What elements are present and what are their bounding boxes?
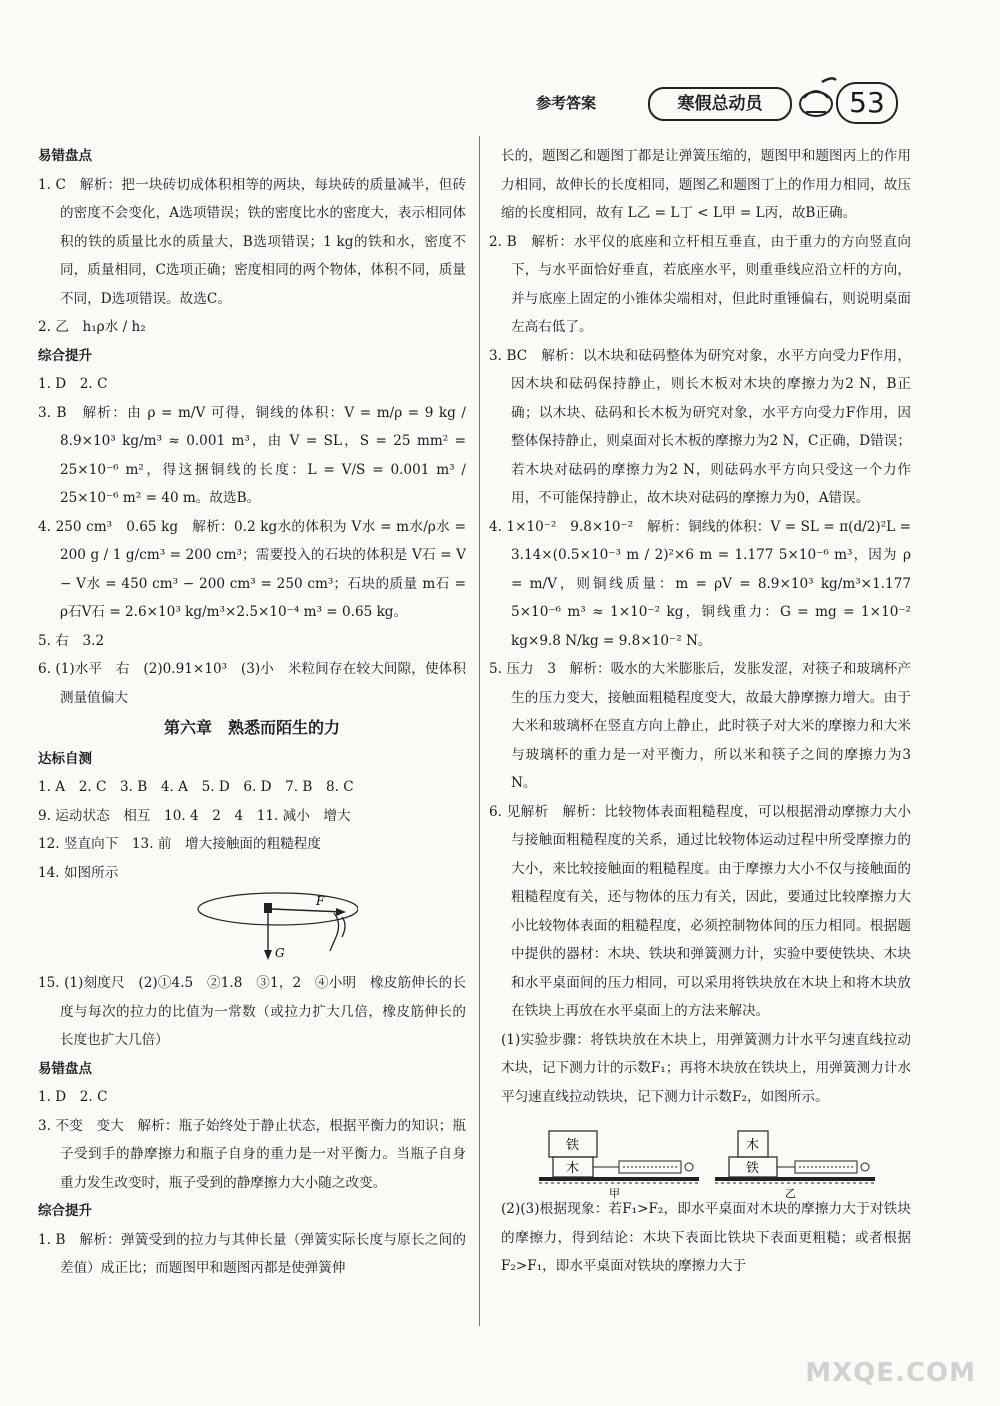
answer-item: (2)(3)根据现象：若F₁>F₂，即水平桌面对木块的摩擦力大于对铁块的摩擦力，得到结论：木块下表面比铁块下表面更粗糙；或者根据F₂>F₁，即水平桌面对铁块的摩擦力大于 [501,1201,911,1274]
right-column [489,142,911,1281]
page-header [536,84,936,124]
answer-item: 3. BC 解析：以木块和砝码整体为研究对象，水平方向受力F作用，因木块和砝码保持静止，则长木板对木块的摩擦力为2 N，B正确；以木块、砝码和长木板为研究对象，水平方向受力F作用，因整体保持静止，则桌面对长木板的摩擦力为2 N，C正确，D错误；若木块对砝码的摩擦力为2 N，则砝码水平方向只受这一个力作用，不可能保持静止，故木块对砝码的摩擦力为0，A错误。 [489,347,911,506]
gravity-label: G [275,946,285,960]
section-heading: 易错盘点 [38,1060,92,1077]
force-label: F [316,894,325,908]
page-number: 53 [836,82,898,124]
answer-item: 3. B 解析：由 ρ = m/V 可得，铜线的体积：V = m/ρ = 9 kg / 8.9×10³ kg/m³ ≈ 0.001 m³，由 V = SL，S = 25 mm² = 25×10⁻⁶ m²，得这捆铜线的长度：L = V/S = 0.001 m³ / 25×10⁻⁶ m² = 40 m。故选B。 [38,404,466,506]
reference-answer-label: 参考答案 [536,94,597,112]
block-label-bottom: 铁 [746,1161,760,1176]
figure-6 [489,1111,911,1200]
watermark-text: MXQE.COM [805,1358,976,1388]
answer-item: (1)实验步骤：将铁块放在木块上，用弹簧测力计水平匀速直线拉动木块，记下测力计的示数F₁；再将木块放在铁块上，用弹簧测力计水平匀速直线拉动铁块，记下测力计示数F₂，如图所示。 [501,1031,911,1105]
answer-item: 1. D 2. C [38,1089,108,1105]
answer-item: 1. A 2. C 3. B 4. A 5. D 6. D 7. B 8. C [38,779,354,795]
answer-item: 15. (1)刻度尺 (2)①4.5 ②1.8 ③1，2 ④小明 橡皮筋伸长的长度与每次的拉力的比值为一常数（或拉力扩大几倍，橡皮筋伸长的长度也扩大几倍） [38,975,466,1048]
answer-item: 1. C 解析：把一块砖切成体积相等的两块，每块砖的质量减半，但砖的密度不会变化，A选项错误；铁的密度比水的密度大，表示相同体积的铁的质量比水的质量大，B选项错误；1 kg的铁和水，密度不同，质量相同，C选项正确；密度相同的两个物体，体积不同，质量不同，D选项错误。故选C。 [38,176,466,307]
answer-item: 6. 见解析 解析：比较物体表面粗糙程度，可以根据滑动摩擦力大小与接触面粗糙程度的关系，通过比较物体运动过程中所受摩擦力的大小，来比较接触面的粗糙程度。由于摩擦力大小不仅与接触面的粗糙程度有关，还与物体的压力有关，因此，要通过比较摩擦力大小比较物体表面的粗糙程度，必须控制物体间的压力相同。根据题中提供的器材：木块、铁块和弹簧测力计，实验中要使铁块、木块和水平桌面间的压力相同，可以采用将铁块放在木块上和将木块放在铁块上再放在水平桌面上的方法来解决。 [489,803,911,1019]
answer-item: 4. 250 cm³ 0.65 kg 解析：0.2 kg水的体积为 V水 = m水/ρ水 = 200 g / 1 g/cm³ = 200 cm³；需要投入的石块的体积是 V石 = V − V水 = 450 cm³ − 200 cm³ = 250 cm³；石块的质量 m石 = ρ石V石 = 2.6×10³ kg/m³×2.5×10⁻⁴ m³ = 0.65 kg。 [38,518,466,620]
answer-item: 3. 不变 变大 解析：瓶子始终处于静止状态，根据平衡力的知识；瓶子受到手的静摩擦力和瓶子自身的重力是一对平衡力。当瓶子自身重力发生改变时，瓶子受到的静摩擦力大小随之改变。 [38,1117,466,1191]
setup-tag: 甲 [609,1187,620,1200]
watermark-logo [786,1308,986,1388]
mascot-icon [794,74,838,122]
circular-motion-figure [118,887,358,969]
block-label-bottom: 木 [566,1161,580,1176]
chapter-title: 第六章 熟悉而陌生的力 [163,718,340,737]
answer-item: 1. B 解析：弹簧受到的拉力与其伸长量（弹簧实际长度与原长之间的差值）成正比；而题图甲和题图丙都是使弹簧伸 [38,1231,466,1276]
column-divider [479,136,480,1326]
setup-tag: 乙 [785,1187,796,1200]
answer-item: 2. B 解析：水平仪的底座和立杆相互垂直，由于重力的方向竖直向下，与水平面恰好垂直，若底座水平，则重垂线应沿立杆的方向，并与底座上固定的小锥体尖端相对，但此时重锤偏右，则说明桌面左高右低了。 [489,233,911,335]
answer-item: 长的，题图乙和题图丁都是让弹簧压缩的，题图甲和题图丙上的作用力相同，故伸长的长度相同，题图乙和题图丁上的作用力相同，故压缩的长度相同，故有 L乙 = L丁 < L甲 = L丙，故B正确。 [501,148,911,221]
figure-14 [38,887,466,969]
book-title-badge: 寒假总动员 [648,87,792,121]
friction-experiment-figure [489,1111,909,1201]
answer-item: 6. (1)水平 右 (2)0.91×10³ (3)小 米粒间存在较大间隙，使体积测量值偏大 [38,661,466,706]
section-heading: 综合提升 [38,1203,92,1219]
answer-item: 5. 压力 3 解析：吸水的大米膨胀后，发胀发涩，对筷子和玻璃杯产生的压力变大，接触面粗糙程度变大，故最大静摩擦力增大。由于大米和玻璃杯在竖直方向上静止，此时筷子对大米的摩擦力和大米与玻璃杯的重力是一对平衡力，所以米和筷子之间的摩擦力为3 N。 [489,661,911,791]
block-label-top: 木 [746,1138,760,1153]
answer-item: 1. D 2. C [38,376,108,392]
answer-item: 4. 1×10⁻² 9.8×10⁻² 解析：铜线的体积：V = SL = π(d/2)²L = 3.14×(0.5×10⁻³ m / 2)²×6 m = 1.177 5×10⁻⁶ m³，因为 ρ = m/V，则铜线质量：m = ρV = 8.9×10³ kg/m³×1.177 5×10⁻⁶ m³ ≈ 1×10⁻² kg，铜线重力：G = mg = 1×10⁻² kg×9.8 N/kg = 9.8×10⁻² N。 [489,518,911,649]
section-heading: 综合提升 [38,347,92,364]
answer-item: 12. 竖直向下 13. 前 增大接触面的粗糙程度 [38,836,321,852]
block-label-top: 铁 [566,1138,580,1153]
answer-item: 14. 如图所示 [38,864,119,881]
section-heading: 达标自测 [38,750,92,767]
left-column [38,142,466,1283]
answer-item: 2. 乙 h₁ρ水 / h₂ [38,319,146,335]
section-heading: 易错盘点 [38,148,92,164]
answer-item: 5. 右 3.2 [38,632,105,649]
answer-item: 9. 运动状态 相互 10. 4 2 4 11. 减小 增大 [38,807,351,824]
